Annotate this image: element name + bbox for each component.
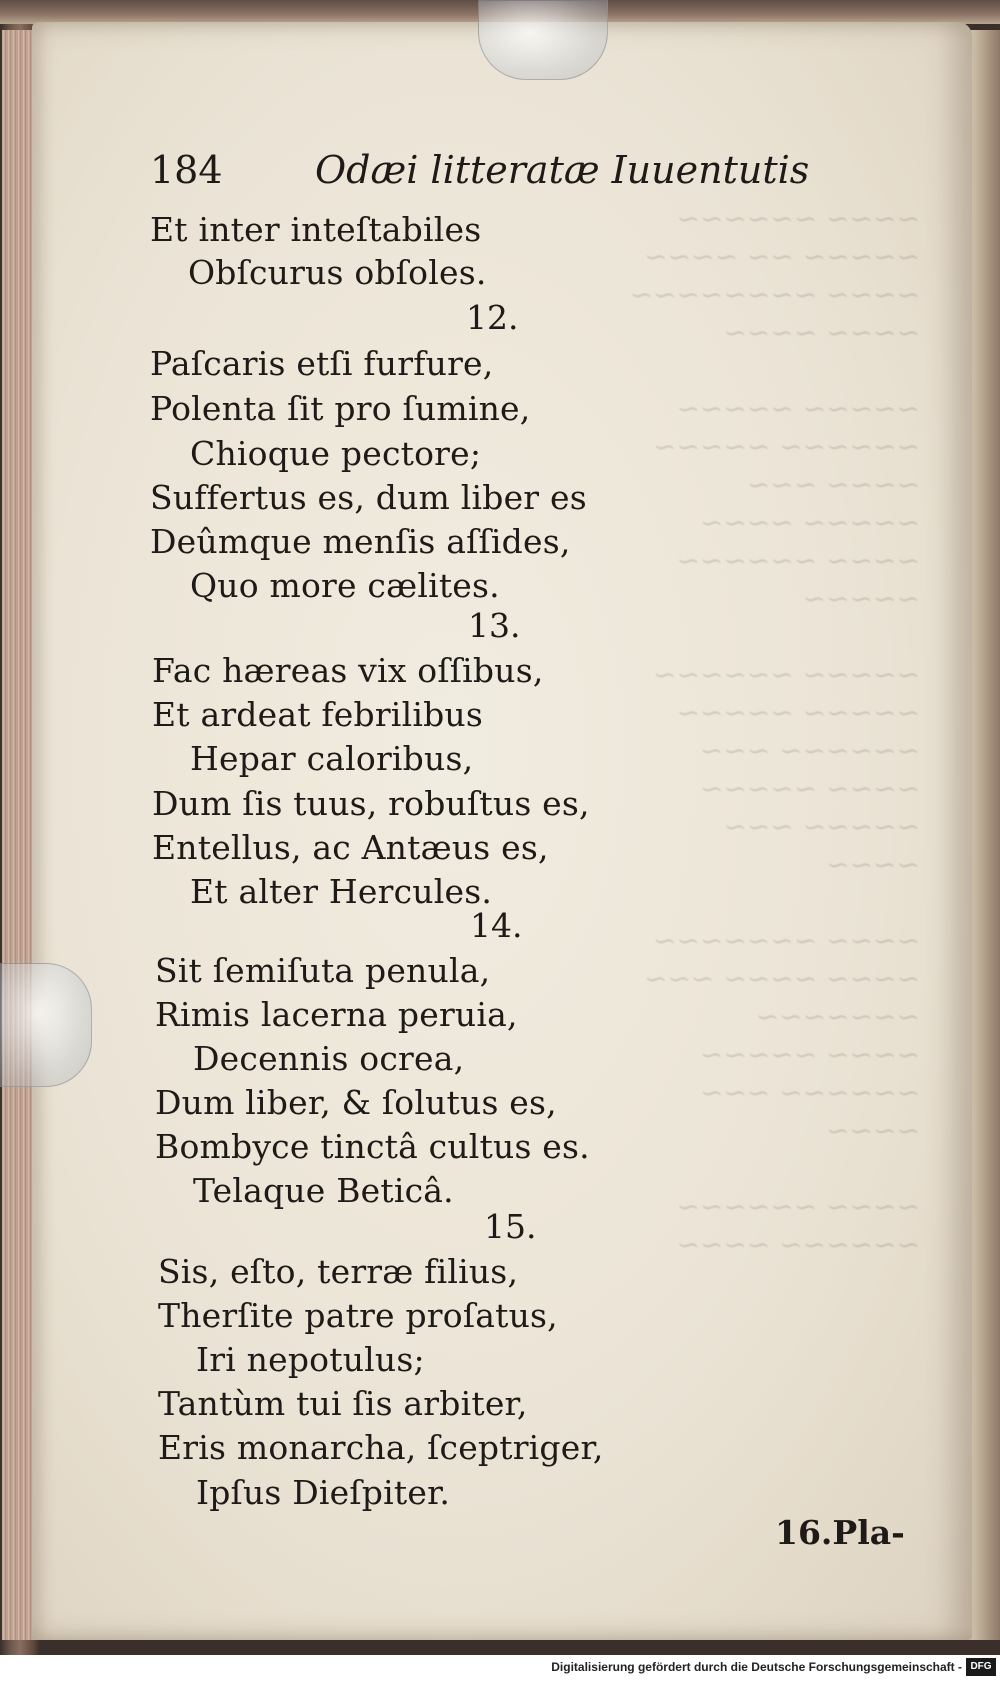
verse-line: Quo more cælites.: [190, 566, 500, 605]
verse-line: Telaque Beticâ.: [193, 1171, 454, 1210]
verse-line: Deûmque menſis aſſides,: [150, 522, 571, 561]
verse-line: Dum liber, & ſolutus es,: [155, 1083, 557, 1122]
verse-line: Dum ſis tuus, robuſtus es,: [152, 784, 590, 823]
stanza-number: 13.: [468, 606, 521, 645]
verse-line: Paſcaris etſi furfure,: [150, 344, 494, 383]
page-number: 184: [150, 148, 223, 192]
bleed-through-texture: ~~~~ ~~~~~~ ~~~~~ ~~ ~~~~ ~~~~ ~~~~~~~~ ~~~~ ~~~~ ~~~~~ ~~~~~ ~~~~~~ ~~~~~ ~~~~ ~~~ ~~~~~ ~~~~ ~~~~ ~~~~~~ ~~~~~ ~~~~~ ~~~~~~ ~~~~~ ~~~~~ ~~~~~~ ~~~ ~~~~ ~~~~~ ~~~~~ ~~~ ~~~~ ~~~~ ~~~~~~~ ~~~~ ~~~~ ~~~ ~~~~~~~ ~~~~ ~~~~~ ~~~~~~ ~~~ ~~~~ ~~~~ ~~~~~~ ~~~~~~ ~~~~: [629, 202, 920, 1261]
stanza-number: 12.: [466, 298, 519, 337]
page-header: [150, 148, 810, 198]
verse-line: Hepar caloribus,: [190, 739, 474, 778]
verse-line: Suffertus es, dum liber es: [150, 478, 587, 517]
verse-line: Therſite patre proſatus,: [158, 1296, 558, 1335]
verse-line: Fac hæreas vix oſſibus,: [152, 651, 544, 690]
verse-line: Decennis ocrea,: [193, 1039, 465, 1078]
digitization-credit: Digitalisierung gefördert durch die Deutsche Forschungsgemeinschaft -: [551, 1660, 962, 1674]
verse-line: Polenta ſit pro ſumine,: [150, 389, 531, 428]
running-title: Odæi litteratæ Iuuentutis: [315, 148, 810, 192]
verse-line: Et inter inteſtabiles: [150, 210, 482, 249]
verse-line: Bombyce tinctâ cultus es.: [155, 1127, 590, 1166]
verse-line: Ipſus Dieſpiter.: [196, 1473, 451, 1512]
verse-line: Sit ſemiſuta penula,: [155, 951, 491, 990]
verse-line: Tantùm tui ſis arbiter,: [158, 1384, 528, 1423]
verse-line: Rimis lacerna peruia,: [155, 995, 518, 1034]
verse-line: Iri nepotulus;: [196, 1340, 425, 1379]
verse-line: Entellus, ac Antæus es,: [152, 828, 549, 867]
verse-line: Chioque pectore;: [190, 434, 482, 473]
dfg-logo: DFG: [966, 1658, 996, 1676]
catchword: 16.Pla-: [775, 1513, 905, 1552]
stanza-number: 14.: [470, 906, 523, 945]
verse-line: Obſcurus obſoles.: [188, 253, 487, 292]
stanza-number: 15.: [484, 1207, 537, 1246]
verse-line: Sis, eſto, terræ filius,: [158, 1252, 519, 1291]
digitization-credit-bar: [0, 1655, 1000, 1681]
verse-line: Eris monarcha, ſceptriger,: [158, 1428, 604, 1467]
verse-line: Et alter Hercules.: [190, 872, 493, 911]
page-clip-top: [478, 0, 608, 80]
verse-line: Et ardeat febrilibus: [152, 695, 483, 734]
page-clip-left: [0, 963, 92, 1087]
